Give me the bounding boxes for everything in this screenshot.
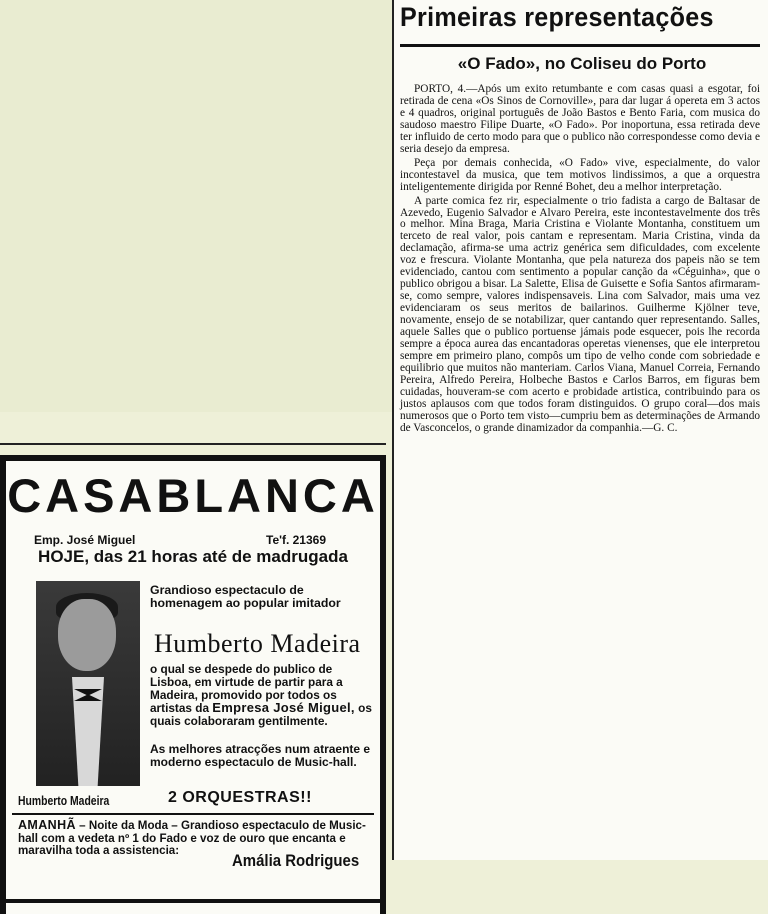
ad-bottom-rule	[6, 899, 380, 903]
ad-details-company: Empresa José Miguel,	[212, 699, 355, 715]
ad-artist-name: Humberto Madeira	[154, 629, 361, 658]
ad-orchestras: 2 ORQUESTRAS!!	[168, 789, 312, 806]
photo-face-shape	[58, 599, 116, 671]
article-paragraph-1: PORTO, 4.—Após um exito retumbante e com casas quasi a esgotar, foi retirada de cena «Os Sinos de Cornoville», para dar lugar á opereta em 3 actos e 4 quadros, original português de João Bastos e Bento Faria, com musica do saudoso maestro Filipe Duarte, «O Fado». Por inoportuna, essa retirada deve ter influido de certo modo para que o publico não correspondesse como devia e seria desejo da empresa.	[400, 83, 760, 155]
article-paragraph-2: Peça por demais conhecida, «O Fado» vive, especialmente, do valor incontestavel da musica, que tem motivos lindissimos, a que a orquestra inteligentemente dirigida por Renné Bohet, deu a melhor interpretação.	[400, 156, 760, 193]
artist-photo	[36, 581, 140, 786]
ad-intro: Grandioso espectaculo de homenagem ao popular imitador	[150, 583, 341, 610]
ad-phone: Te'f. 21369	[266, 533, 326, 547]
article-body	[400, 84, 760, 437]
page-background-area	[0, 0, 392, 412]
ad-details-part-1: o qual se despede do publico de Lisboa, em virtude de partir para a Madeira, promovido por todos os artistas da	[150, 662, 343, 715]
ad-details-part-2: os quais colaboraram gentilmente.	[150, 700, 372, 728]
ad-title: CASABLANCA	[7, 469, 379, 522]
section-title: Primeiras representações	[400, 2, 714, 32]
photo-caption: Humberto Madeira	[18, 793, 110, 808]
ad-company: Emp. José Miguel	[34, 533, 136, 547]
ad-top-rule	[0, 443, 386, 445]
article-column	[392, 0, 768, 860]
ad-hours: HOJE, das 21 horas até de madrugada	[38, 547, 348, 566]
ad-tomorrow-lead: AMANHÃ	[18, 818, 76, 832]
ad-details	[150, 663, 374, 728]
article-paragraph-3: A parte comica fez rir, especialmente o trio fadista a cargo de Baltasar de Azevedo, Eugenio Salvador e Alvaro Pereira, este incontestavelmente dos três o melhor. Mina Braga, Maria Cristina e Violante Montanha, constituem um terceto de real valor, pois cantam e representam. Maria Cristina, vinda da declamação, afirma-se uma actriz genérica sem dificuldades, com excelente voz e frescura. Violante Montanha, que pela natureza dos papeis não se tem evidenciado, cantou com sentimento a popular canção da «Céguinha», que o publico obrigou a bisar. La Salette, Elisa de Guisette e Sofia Santos afirmaram-se, como sempre, valores indispensaveis. Lina com Salvador, mais uma vez evidenciaram os seus meritos de bailarinos. Guilherme Kjölner teve, novamente, ensejo de se notabilizar, quer cantando quer representando. Salles, aquele Salles que o publico portuense jámais pode esquecer, pois lhe recorda sempre a época aurea das encantadoras operetas vienenses, que ele interpretou sempre em primeiro plano, compôs um tipo de velho conde com sobriedade e equilibrio que muitos não manteriam. Carlos Viana, Manuel Correia, Fernando Pereira, Alfredo Pereira, Holbeche Bastos e Carlos Barros, em figuras bem cuidadas, houveram-se com acerto e probidade artistica, contribuindo para os justos aplausos com que todos foram distinguidos. O grupo coral—dos mais numerosos que o Porto tem visto—cumpriu bem as determinações de Armando de Vasconcelos, o grande dinamizador da companhia.—G. C.	[400, 194, 760, 434]
title-rule	[400, 44, 760, 47]
casablanca-advertisement	[0, 455, 386, 914]
ad-attractions: As melhores atracções num atraente e moderno espectaculo de Music-hall.	[150, 742, 371, 769]
article-headline: «O Fado», no Coliseu do Porto	[457, 54, 707, 73]
ad-tomorrow-text: – Noite da Moda – Grandioso espectaculo de Music-hall com a vedeta nº 1 do Fado e voz de ouro que encanta e maravilha toda a assistencia:	[18, 819, 366, 858]
ad-divider	[12, 813, 374, 815]
ad-star-name: Amália Rodrigues	[232, 851, 360, 870]
